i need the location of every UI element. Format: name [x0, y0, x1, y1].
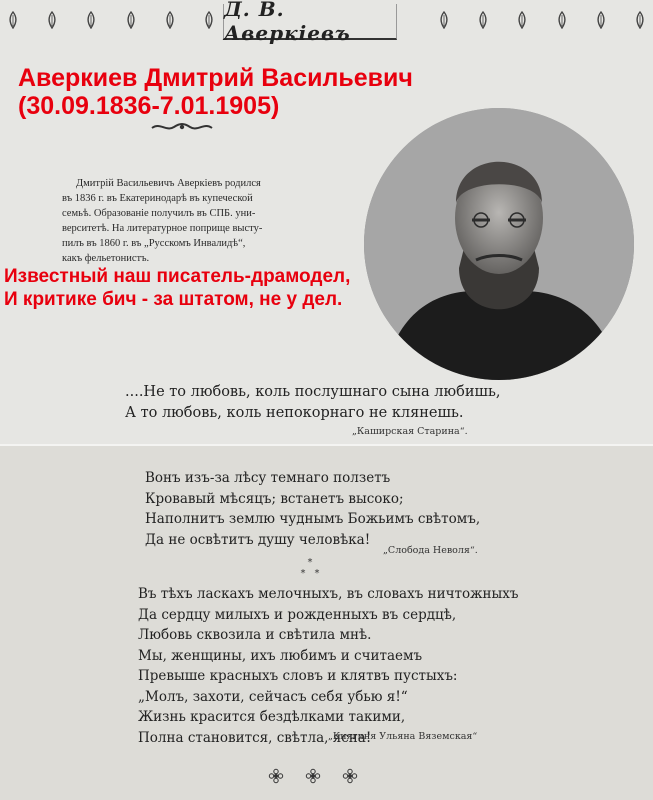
leaf-ornament-icon: [163, 11, 177, 29]
leaf-ornament-icon: [476, 11, 490, 29]
verse-overlay-line: И критике бич - за штатом, не у дел.: [4, 289, 343, 310]
page-header-title-box: [223, 0, 397, 45]
leaf-ornament-icon: [594, 11, 608, 29]
leaf-ornament-icon: [202, 11, 216, 29]
leaf-ornament-icon: [84, 11, 98, 29]
leaf-ornament-icon: [124, 11, 138, 29]
header-ornament-left: [6, 6, 216, 34]
page-title: Д. В. Аверкіевъ: [224, 0, 351, 45]
poem-line: Мы, женщины, ихъ любимъ и считаемъ: [138, 647, 423, 664]
rosette-ornament-icon: [268, 768, 284, 784]
leaf-ornament-icon: [633, 11, 647, 29]
bio-line: Дмитрій Васильевичъ Аверкіевъ родился: [76, 178, 261, 189]
poem-line: Въ тѣхъ ласкахъ мелочныхъ, въ словахъ ничтожныхъ: [138, 586, 519, 602]
poem-line: Превыше красныхъ словъ и клятвъ пустыхъ:: [138, 668, 458, 684]
portrait-drawing: [364, 108, 634, 380]
svg-text:*: *: [314, 568, 320, 579]
poem-1-source: „Слобода Неволя“.: [383, 545, 478, 556]
bio-line: какъ фельетонистъ.: [62, 253, 150, 264]
epigraph-line: А то любовь, коль непокорнаго не клянешь.: [125, 405, 464, 421]
bio-line: верситетѣ. На литературное поприще высту-: [62, 223, 263, 234]
author-dates-overlay: (30.09.1836-7.01.1905): [18, 92, 280, 120]
poem-2-source: „Княгиня Ульяна Вяземская“: [328, 731, 478, 742]
epigraph-line: ....Не то любовь, коль послушнаго сына любишь,: [125, 384, 501, 400]
poem-line: Наполнитъ землю чуднымъ Божьимъ свѣтомъ,: [145, 511, 481, 527]
poem-line: Кровавый мѣсяцъ; встанетъ высоко;: [145, 490, 404, 507]
poem-line: Любовь сквозила и свѣтила мнѣ.: [138, 627, 372, 643]
leaf-ornament-icon: [515, 11, 529, 29]
poem-stanza-2: [138, 584, 519, 748]
author-portrait: [364, 108, 634, 380]
asterism-icon: [298, 557, 322, 579]
header-ornament-right: [437, 6, 647, 34]
author-name-overlay: Аверкиев Дмитрий Васильевич: [18, 64, 413, 92]
bio-line: въ 1836 г. въ Екатеринодарѣ въ купеческой: [62, 193, 253, 204]
poem-line: Да не освѣтитъ душу человѣка!: [145, 531, 371, 548]
epigraph-source: „Каширская Старина“.: [352, 426, 468, 437]
rosette-ornament-icon: [342, 768, 358, 784]
biography-paragraph: [62, 176, 274, 266]
verse-overlay-line: Известный наш писатель-драмодел,: [4, 266, 351, 287]
poem-line: Жизнь красится бездѣлками такими,: [138, 709, 406, 725]
poem-stanza-1: [145, 468, 480, 550]
poem-line: „Молъ, захоти, сейчасъ себя убью я!“: [138, 688, 408, 705]
poem-line: Да сердцу милыхъ и рожденныхъ въ сердцѣ,: [138, 606, 457, 623]
svg-text:*: *: [307, 557, 313, 568]
poem-line: Полна становится, свѣтла, ясна!: [138, 729, 372, 746]
bio-line: пилъ въ 1860 г. въ „Русскомъ Инвалидѣ“,: [62, 238, 246, 249]
bio-line: семьѣ. Образованіе получилъ въ СПБ. уни-: [62, 208, 256, 219]
leaf-ornament-icon: [6, 11, 20, 29]
epigraph-quote: [125, 382, 501, 424]
footer-ornament: [268, 768, 358, 786]
leaf-ornament-icon: [45, 11, 59, 29]
flourish-ornament-icon: [150, 120, 214, 134]
leaf-ornament-icon: [437, 11, 451, 29]
svg-text:*: *: [300, 568, 306, 579]
leaf-ornament-icon: [555, 11, 569, 29]
rosette-ornament-icon: [305, 768, 321, 784]
poem-line: Вонъ изъ-за лѣсу темнаго ползетъ: [145, 470, 391, 486]
